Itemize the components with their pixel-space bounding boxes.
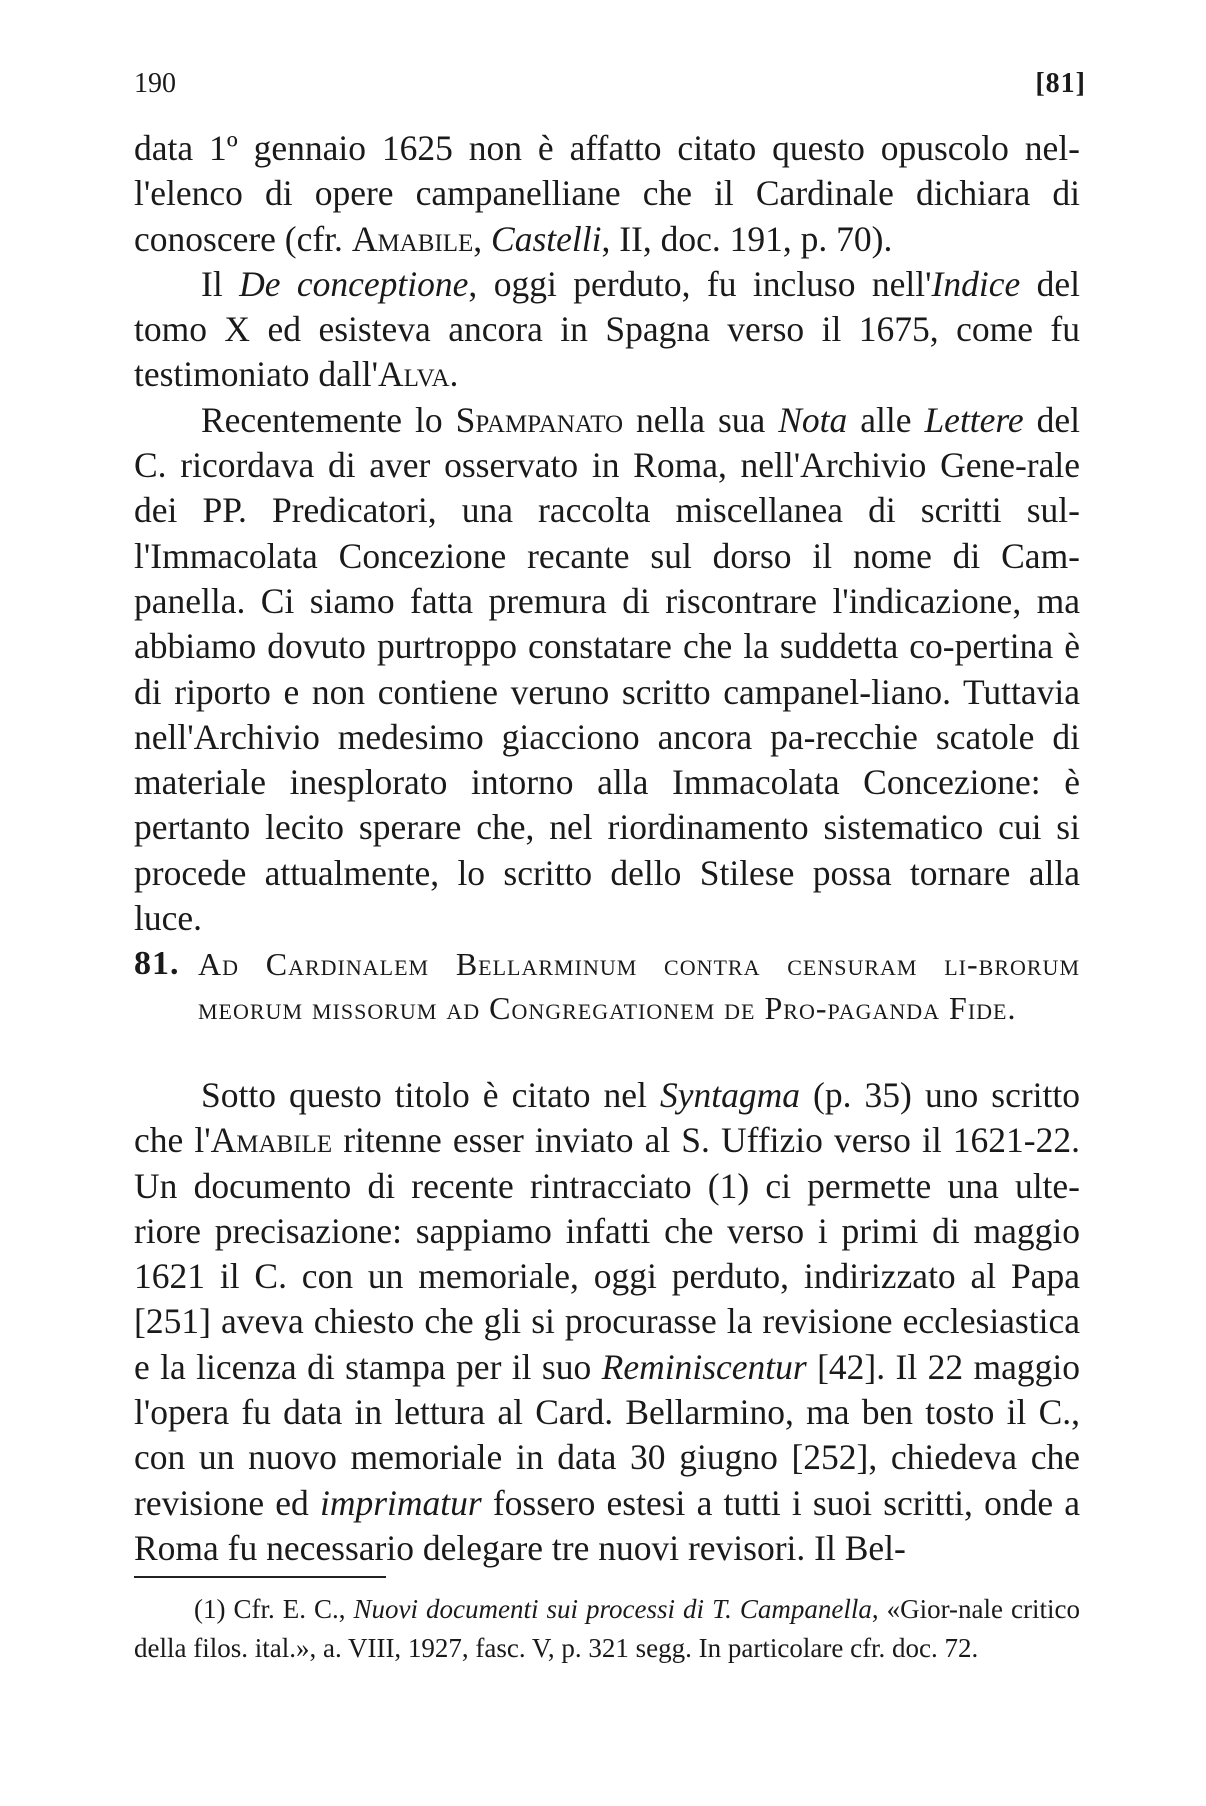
work-indice: Indice bbox=[931, 263, 1021, 304]
paragraph-3: Recentemente lo Spampanato nella sua Nota alle Lettere del C. ricordava di aver osservato in Roma, nell'Archivio Gene-rale dei PP. Predicatori, una raccolta miscellanea di scritti sul-l'Immacolata Concezione recante sul dorso il nome di Cam-panella. Ci siamo fatta premura di riscontrare l'indicazione, ma abbiamo dovuto purtroppo constatare che la suddetta co-pertina è di riporto e non contiene veruno scritto campanel-liano. Tuttavia nell'Archivio medesimo giacciono ancora pa-recchie scatole di materiale inesplorato intorno alla Immacolata Concezione: è pertanto lecito sperare che, nel riordinamento sistematico cui si procede attualmente, lo scritto dello Stilese possa tornare alla luce. bbox=[134, 399, 1081, 939]
footnote bbox=[134, 1590, 1080, 1668]
section-number: 81. bbox=[134, 945, 180, 982]
work-lettere: Lettere bbox=[924, 399, 1024, 440]
bracket-number: [81] bbox=[1035, 68, 1086, 99]
page-header bbox=[134, 68, 1086, 100]
footnote-rule bbox=[134, 1576, 386, 1578]
work-de-conceptione: De conceptione bbox=[239, 263, 469, 304]
author-spampanato: Spampanato bbox=[455, 399, 624, 440]
main-text-block bbox=[134, 126, 1080, 941]
author-alva: Alva bbox=[378, 354, 450, 395]
work-nota: Nota bbox=[778, 399, 848, 440]
section-heading bbox=[134, 942, 1080, 1030]
footnote-title: Nuovi documenti sui processi di T. Campanella bbox=[353, 1594, 872, 1624]
term-imprimatur: imprimatur bbox=[319, 1482, 482, 1523]
work-syntagma: Syntagma bbox=[659, 1075, 800, 1115]
page-number: 190 bbox=[134, 68, 176, 99]
paragraph-1: data 1º gennaio 1625 non è affatto citato questo opuscolo nel-l'elenco di opere campanelliane che il Cardinale dichiara di conoscere (cfr. Amabile, Castelli, II, doc. 191, p. 70). bbox=[134, 128, 1080, 259]
author-amabile: Amabile bbox=[351, 218, 474, 259]
footnote-1: (1) Cfr. E. C., Nuovi documenti sui processi di T. Campanella, «Gior-nale critico della filos. ital.», a. VIII, 1927, fasc. V, p. 321 segg. In particolare cfr. doc. 72. bbox=[134, 1594, 1080, 1663]
paragraph-2: Il De conceptione, oggi perduto, fu incluso nell'Indice del tomo X ed esisteva ancora in Spagna verso il 1675, come fu testimoniato dall'Alva. bbox=[134, 263, 1080, 395]
section-text-block bbox=[134, 1073, 1080, 1571]
work-castelli: Castelli bbox=[491, 218, 602, 259]
author-amabile-2: Amabile bbox=[210, 1120, 333, 1161]
paragraph-4: Sotto questo titolo è citato nel Syntagma (p. 35) uno scritto che l'Amabile ritenne esser inviato al S. Uffizio verso il 1621-22. Un documento di recente rintracciato (1) ci permette una ulte-riore precisazione: sappiamo infatti che verso i primi di maggio 1621 il C. con un memoriale, oggi perduto, indirizzato al Papa [251] aveva chiesto che gli si procurasse la revisione ecclesiastica e la licenza di stampa per il suo Reminiscentur [42]. Il 22 maggio l'opera fu data in lettura al Card. Bellarmino, ma ben tosto il C., con un nuovo memoriale in data 30 giugno [252], chiedeva che revisione ed imprimatur fossero estesi a tutti i suoi scritti, onde a Roma fu necessario delegare tre nuovi revisori. Il Bel- bbox=[134, 1075, 1080, 1568]
work-reminiscentur: Reminiscentur bbox=[601, 1346, 807, 1387]
section-title: Ad Cardinalem Bellarminum contra censuram li-brorum meorum missorum ad Congregationem de Pro-paganda Fide. bbox=[198, 946, 1080, 1026]
